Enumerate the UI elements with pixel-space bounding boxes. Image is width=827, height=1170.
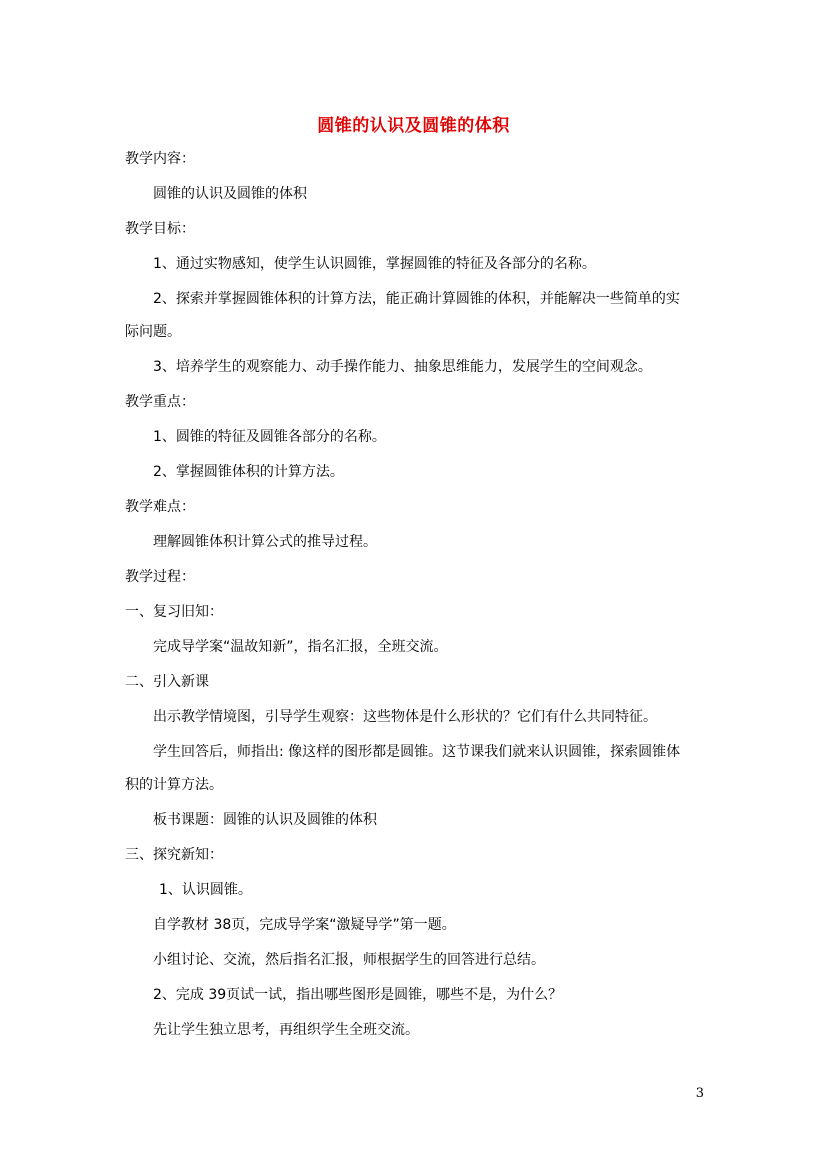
heading-objectives: 教学目标： xyxy=(125,221,195,237)
paragraph: 小组讨论、交流，然后指名汇报，师根据学生的回答进行总结。 xyxy=(153,952,545,968)
paragraph-continuation: 积的计算方法。 xyxy=(125,777,223,793)
heading-key-points: 教学重点： xyxy=(125,394,195,410)
paragraph: 2、完成 39页试一试，指出哪些图形是圆锥，哪些不是，为什么？ xyxy=(153,987,563,1003)
paragraph: 理解圆锥体积计算公式的推导过程。 xyxy=(153,534,377,550)
heading-difficulties: 教学难点： xyxy=(125,499,195,515)
page-number: 3 xyxy=(695,1086,704,1101)
section-heading: 一、复习旧知： xyxy=(125,604,223,620)
paragraph: 完成导学案“温故知新”，指名汇报，全班交流。 xyxy=(153,639,448,655)
paragraph: 1、认识圆锥。 xyxy=(159,882,252,898)
paragraph: 1、通过实物感知，使学生认识圆锥，掌握圆锥的特征及各部分的名称。 xyxy=(153,256,596,272)
paragraph: 2、探索并掌握圆锥体积的计算方法，能正确计算圆锥的体积，并能解决一些简单的实 xyxy=(153,291,680,307)
heading-process: 教学过程： xyxy=(125,569,195,585)
section-heading: 三、探究新知： xyxy=(125,847,223,863)
paragraph: 圆锥的认识及圆锥的体积 xyxy=(153,186,307,202)
document-title: 圆锥的认识及圆锥的体积 xyxy=(317,116,510,136)
paragraph: 学生回答后，师指出: 像这样的图形都是圆锥。这节课我们就来认识圆锥，探索圆锥体 xyxy=(153,744,681,760)
paragraph: 1、圆锥的特征及圆锥各部分的名称。 xyxy=(153,429,386,445)
paragraph: 出示教学情境图，引导学生观察：这些物体是什么形状的？它们有什么共同特征。 xyxy=(153,709,657,725)
paragraph-continuation: 际问题。 xyxy=(125,324,181,340)
paragraph: 先让学生独立思考，再组织学生全班交流。 xyxy=(153,1022,419,1038)
paragraph: 3、培养学生的观察能力、动手操作能力、抽象思维能力，发展学生的空间观念。 xyxy=(153,359,652,375)
paragraph: 板书课题：圆锥的认识及圆锥的体积 xyxy=(153,812,377,828)
paragraph: 2、掌握圆锥体积的计算方法。 xyxy=(153,464,344,480)
paragraph: 自学教材 38页，完成导学案“激疑导学”第一题。 xyxy=(153,917,456,933)
section-heading: 二、引入新课 xyxy=(125,674,209,690)
heading-content: 教学内容： xyxy=(125,151,195,167)
